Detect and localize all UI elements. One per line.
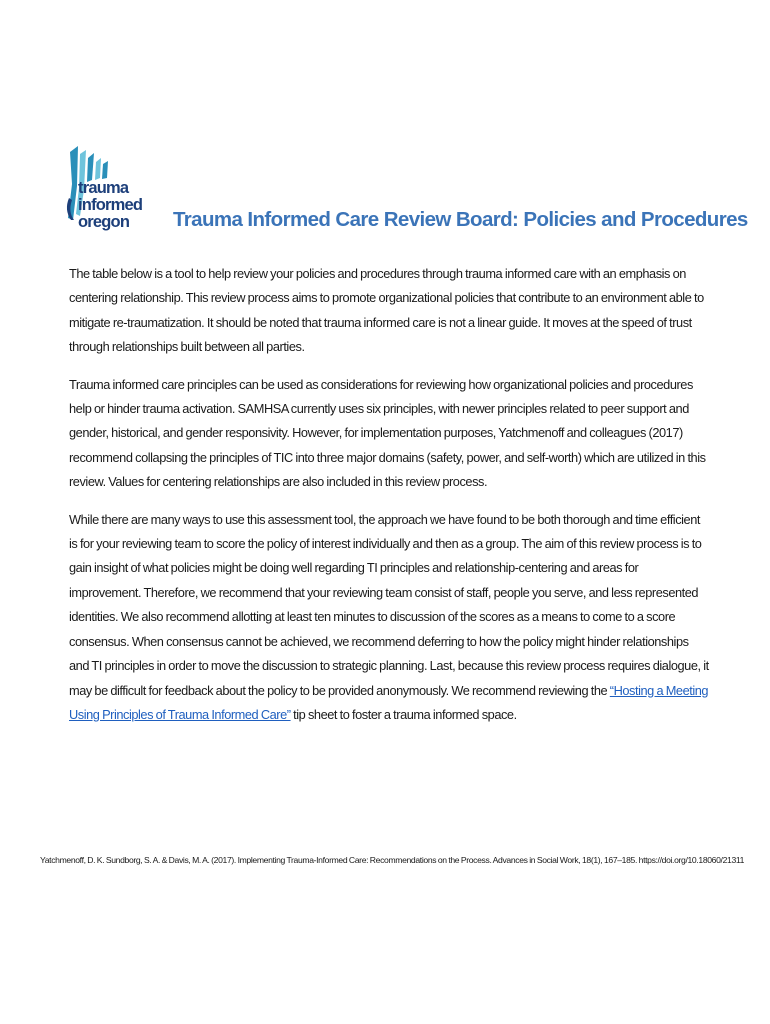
process-text-before-link: While there are many ways to use this assessment tool, the approach we have found to be both thorough and time efficient is for your reviewing team to score the policy of interest individually and then as a group. The aim of this review process is to gain insight of what policies might be doing well regarding TI principles and relationship-centering and areas for improvement. Therefore, we recommend that your reviewing team consist of staff, people you serve, and less represented identities. We also recommend allotting at least ten minutes to discussion of the scores as a means to come to a score consensus. When consensus cannot be achieved, we recommend deferring to how the policy might hinder relationships and TI principles in order to move the discussion to strategic planning. Last, because this review process requires dialogue, it may be difficult for feedback about the policy to be provided anonymously. We recommend reviewing the bbox=[69, 511, 709, 698]
process-paragraph bbox=[69, 508, 709, 728]
logo-line-trauma: trauma bbox=[78, 179, 129, 197]
body-text bbox=[69, 262, 709, 740]
logo-wordmark bbox=[78, 180, 144, 231]
logo-line-informed: informed bbox=[78, 196, 143, 214]
reference-citation: Yatchmenoff, D. K. Sundborg, S. A. & Davis, M. A. (2017). Implementing Trauma-Informed Care: Recommendations on the Process. Advances in Social Work, 18(1), 167–185. https://doi.org/10.18060/21311 bbox=[40, 855, 745, 865]
principles-paragraph: Trauma informed care principles can be used as considerations for reviewing how organizational policies and procedures help or hinder trauma activation. SAMHSA currently uses six principles, with newer principles related to peer support and gender, historical, and gender responsivity. However, for implementation purposes, Yatchmenoff and colleagues (2017) recommend collapsing the principles of TIC into three major domains (safety, power, and self-worth) which are utilized in this review. Values for centering relationships are also included in this review process. bbox=[69, 376, 706, 490]
hosting-meeting-tip-sheet-link[interactable]: “Hosting a Meeting Using Principles of Trauma Informed Care” bbox=[69, 682, 709, 722]
trauma-informed-oregon-logo bbox=[64, 140, 144, 240]
process-text-after-link: tip sheet to foster a trauma informed space. bbox=[290, 706, 517, 722]
logo-line-oregon: oregon bbox=[78, 213, 130, 231]
page-title: Trauma Informed Care Review Board: Policies and Procedures bbox=[173, 208, 748, 231]
intro-paragraph: The table below is a tool to help review your policies and procedures through trauma informed care with an emphasis on centering relationship. This review process aims to promote organizational policies that contribute to an environment able to mitigate re-traumatization. It should be noted that trauma informed care is not a linear guide. It moves at the speed of trust through relationships built between all parties. bbox=[69, 266, 704, 355]
